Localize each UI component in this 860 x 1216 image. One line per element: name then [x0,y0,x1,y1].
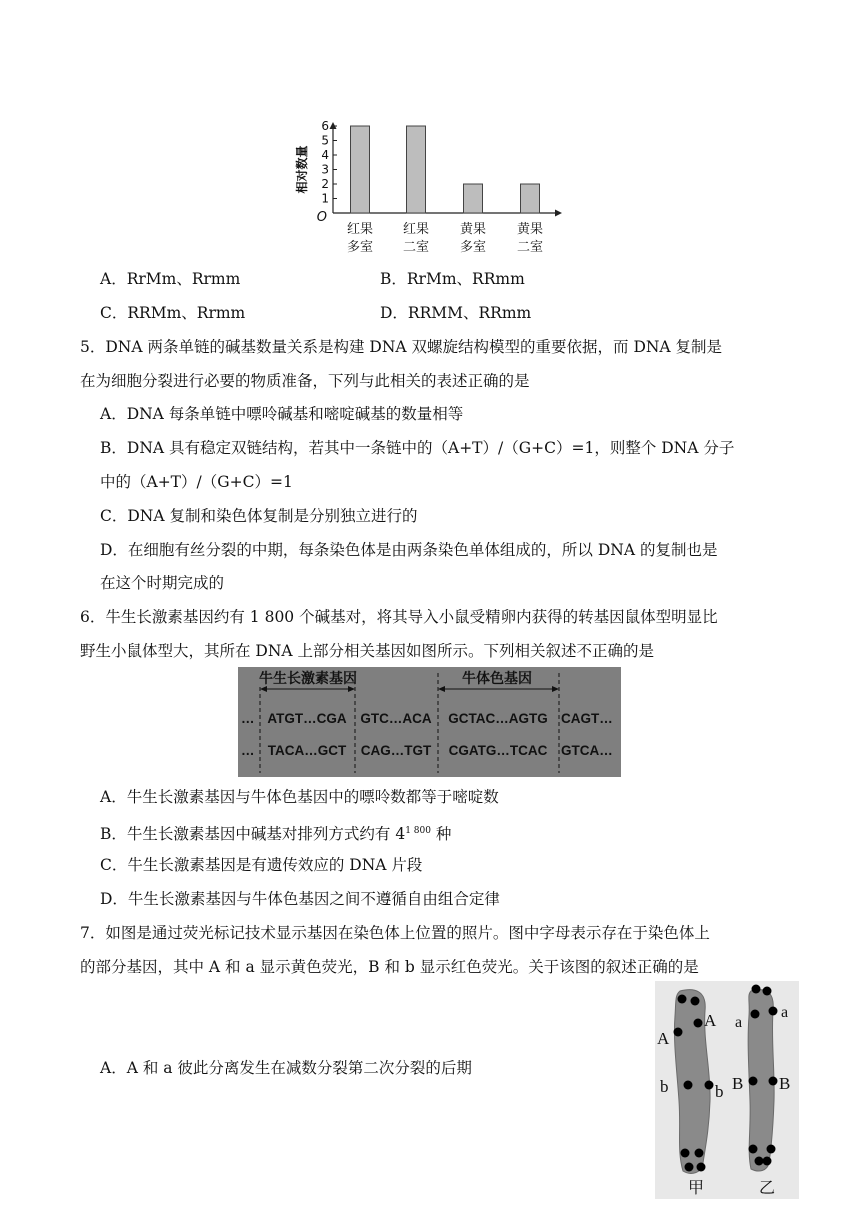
arrowhead [348,686,355,692]
label-B-right: B [779,1074,791,1093]
q5-option-c: C．DNA 复制和染色体复制是分别独立进行的 [100,507,418,525]
q7-stem-line1: 7．如图是通过荧光标记技术显示基因在染色体上位置的照片。图中字母表示存在于染色体上 [80,924,710,942]
strand2-seg2: CAG…TGT [360,743,432,758]
label-a-left: a [735,1014,743,1031]
x-tick-label-line2: 多室 [346,240,374,255]
x-tick-label-line2: 二室 [516,240,544,255]
label-yi: 乙 [759,1180,776,1197]
x-tick-label-line1: 黄果 [459,222,487,237]
q6-option-b-exponent: 1 800 [405,826,431,836]
q6-stem-line1: 6．牛生长激素基因约有 1 800 个碱基对，将其导入小鼠受精卵内获得的转基因鼠体型明显比 [80,608,718,626]
arrowhead [552,686,559,692]
q6-option-c: C．牛生长激素基因是有遗传效应的 DNA 片段 [100,856,423,874]
q5-stem-line1: 5．DNA 两条单链的碱基数量关系是构建 DNA 双螺旋结构模型的重要依据，而 DNA 复制是 [80,338,723,356]
q4-option-a: A．RrMm、Rrmm [100,270,241,288]
q4-option-b: B．RrMm、RRmm [380,270,525,288]
strand2-seg1: TACA…GCT [267,743,347,758]
q5-option-a: A．DNA 每条单链中嘌呤碱基和嘧啶碱基的数量相等 [100,405,464,423]
y-tick-label: 5 [321,133,329,148]
q7-stem-line2: 的部分基因，其中 A 和 a 显示黄色荧光，B 和 b 显示红色荧光。关于该图的叙述正确的是 [80,958,699,976]
strand2-seg3: CGATG…TCAC [448,743,548,758]
strand1-seg3: GCTAC…AGTG [448,711,548,726]
q6-option-b-text: B．牛生长激素基因中碱基对排列方式约有 4 [100,825,406,844]
x-tick-label-line2: 二室 [402,240,430,255]
y-tick-label: 4 [321,148,329,162]
q6-option-a: A．牛生长激素基因与牛体色基因中的嘌呤数都等于嘧啶数 [100,788,499,806]
dna-gene-figure [238,667,621,777]
q4-option-c: C．RRMm、Rrmm [100,304,246,322]
label-A-left: A [657,1029,670,1048]
strand2-seg4: GTCA… [561,743,613,758]
arrowhead [438,686,445,692]
y-tick-label: 2 [321,177,329,191]
strand1-seg2: GTC…ACA [360,711,432,726]
origin-label: O [316,210,327,225]
q6-option-d: D．牛生长激素基因与牛体色基因之间不遵循自由组合定律 [100,890,500,908]
q5-option-d-line2: 在这个时期完成的 [100,574,225,592]
label-b-right: b [715,1082,724,1101]
strand1-seg1: ATGT…CGA [267,711,347,726]
q7-option-a: A．A 和 a 彼此分离发生在减数分裂第二次分裂的后期 [100,1059,472,1077]
q6-stem-line2: 野生小鼠体型大，其所在 DNA 上部分相关基因如图所示。下列相关叙述不正确的是 [80,642,655,660]
y-tick-label: 3 [321,162,329,177]
q5-stem-line2: 在为细胞分裂进行必要的物质准备，下列与此相关的表述正确的是 [80,372,530,390]
strand1-seg0: … [241,711,255,726]
label-a-right: a [781,1004,789,1021]
x-tick-label-line2: 多室 [459,240,487,255]
bar-4 [521,184,540,213]
x-axis-arrowhead [555,210,562,217]
label-B-left: B [732,1074,744,1093]
x-tick-label-line1: 红果 [346,222,374,237]
bar-1 [351,126,370,213]
bar-chart [290,108,580,258]
q5-option-b-line2: 中的（A+T）/（G+C）=1 [100,473,293,491]
y-axis-label: 相对数量 [295,145,309,194]
label-jia: 甲 [688,1180,705,1197]
q5-option-d-line1: D．在细胞有丝分裂的中期，每条染色体是由两条染色单体组成的，所以 DNA 的复制也是 [100,541,718,559]
label-A-right: A [704,1011,717,1030]
q6-option-b [100,820,451,845]
strand2-seg0: … [241,743,255,758]
gene1-label: 牛生长激素基因 [259,670,357,686]
q5-option-b-line1: B．DNA 具有稳定双链结构，若其中一条链中的（A+T）/（G+C）=1，则整个 DNA 分子 [100,439,735,457]
bar-2 [407,126,426,213]
gene2-label: 牛体色基因 [462,670,532,686]
chromosome-photo [655,981,799,1199]
bar-3 [464,184,483,213]
x-tick-label-line1: 红果 [402,222,430,237]
x-tick-label-line1: 黄果 [516,222,544,237]
label-b-left: b [660,1077,669,1096]
q6-option-b-suffix: 种 [430,825,452,844]
q4-option-d: D．RRMM、RRmm [380,304,532,322]
arrowhead [260,686,267,692]
y-tick-label: 6 [321,119,329,133]
y-tick-label: 1 [321,191,329,206]
strand1-seg4: CAGT… [561,711,613,726]
